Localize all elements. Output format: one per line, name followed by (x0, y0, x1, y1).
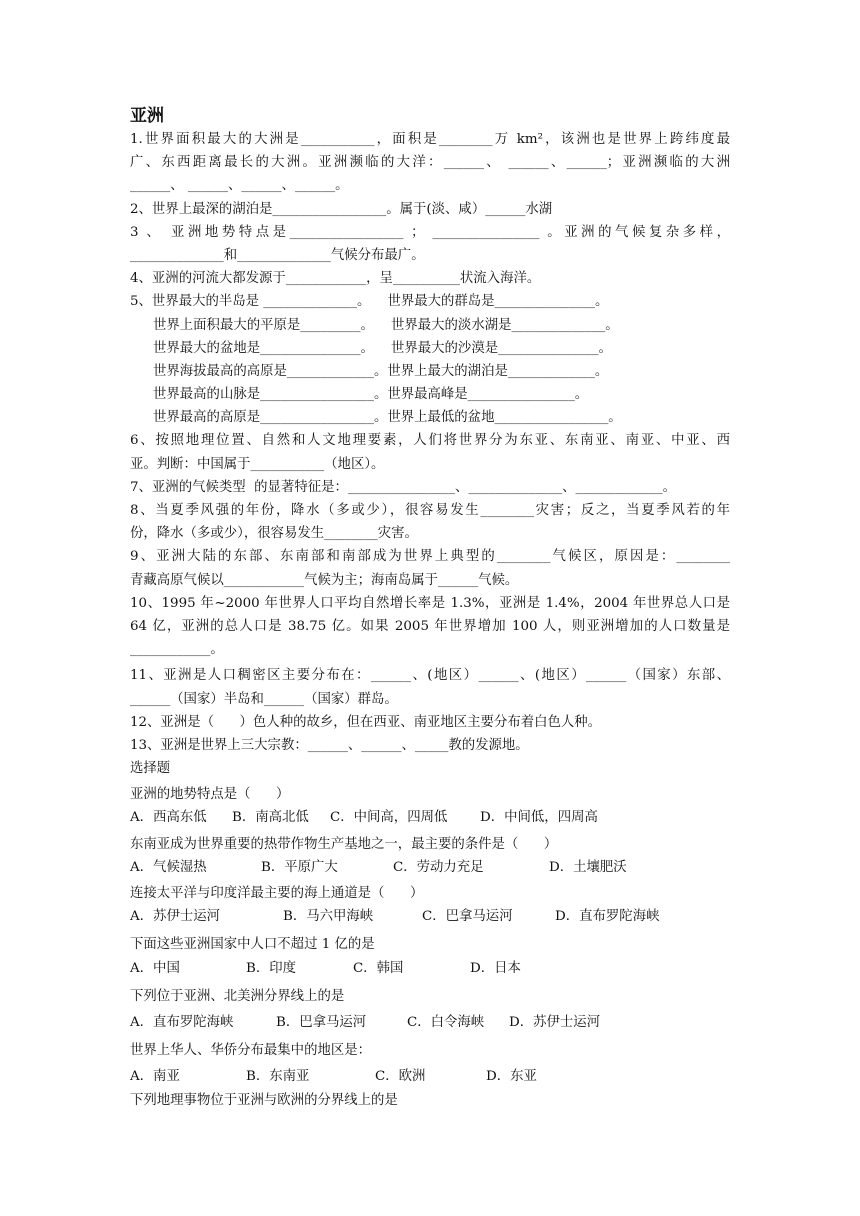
q7-line: 7、亚洲的气候类型 的显著特征是：________________、______________、_____________。 (130, 479, 676, 495)
mcq-3-option-a: A．苏伊士运河 (130, 909, 221, 925)
mcq-6-option-c: C．欧洲 (375, 1069, 426, 1085)
mcq-3-option-c: C．巴拿马运河 (422, 909, 513, 925)
q9-line-1: 9、亚洲大陆的东部、东南部和南部成为世界上典型的________气候区，原因是：________ (130, 549, 730, 565)
mcq-5-stem: 下列位于亚洲、北美洲分界线上的是 (130, 988, 345, 1004)
q5-line-3: 世界最大的盆地是_______________。 世界最大的沙漠是_______________。 (153, 340, 612, 356)
mcq-5-option-d: D．苏伊士运河 (509, 1014, 601, 1030)
q3-line-2: ______________和______________气候分布最广。 (130, 247, 425, 263)
q2-line: 2、世界上最深的湖泊是_________________。属于(淡、咸）______水湖 (130, 201, 553, 217)
mcq-1-option-a: A．西高东低 (130, 810, 207, 826)
q3-line-1: 3 、 亚洲地势特点是_________________ ； ________________ 。亚洲的气候复杂多样， (130, 224, 730, 240)
q10-line-3: ____________。 (130, 642, 224, 658)
mcq-3-stem: 连接太平洋与印度洋最主要的海上通道是（ ） (130, 886, 424, 901)
mcq-5-option-a: A．直布罗陀海峡 (130, 1014, 234, 1030)
q8-line-2: 份，降水（多或少），很容易发生________灾害。 (130, 526, 418, 542)
q11-line-2: ______（国家）半岛和______（国家）群岛。 (130, 691, 398, 707)
mcq-4-option-c: C．韩国 (353, 960, 404, 976)
q4-line: 4、亚洲的河流大都发源于____________，呈__________状流入海洋。 (130, 271, 541, 287)
q12-line: 12、亚洲是（ ）色人种的故乡，但在西亚、南亚地区主要分布着白色人种。 (130, 714, 602, 730)
mcq-3-option-b: B．马六甲海峡 (283, 909, 374, 925)
mcq-6-option-a: A．南亚 (130, 1069, 180, 1085)
mcq-4-option-a: A．中国 (130, 960, 180, 976)
mcq-1-option-c: C．中间高，四周低 (330, 810, 448, 826)
mcq-6-option-d: D．东亚 (486, 1069, 537, 1085)
q9-line-2: 青藏高原气候以____________气候为主；海南岛属于______气候。 (130, 572, 519, 588)
mcq-6-options (130, 1065, 730, 1088)
q6-line-1: 6、按照地理位置、自然和人文地理要素，人们将世界分为东亚、东南亚、南亚、中亚、西 (130, 433, 730, 449)
q11-line-1: 11、亚洲是人口稠密区主要分布在：______、(地区）______、(地区）______（国家）东部、 (130, 668, 730, 684)
q10-line-2: 64 亿，亚洲的总人口是 38.75 亿。如果 2005 年世界增加 100 人，则亚洲增加的人口数量是 (130, 618, 730, 634)
section-heading: 选择题 (130, 761, 171, 777)
q10-line-1: 10、1995 年~2000 年世界人口平均自然增长率是 1.3%，亚洲是 1.4%，2004 年世界总人口是 (130, 595, 730, 611)
page-title: 亚洲 (130, 106, 164, 126)
mcq-1-options (130, 806, 730, 829)
mcq-4-option-d: D．日本 (470, 960, 521, 976)
mcq-6-option-b: B．东南亚 (246, 1069, 310, 1085)
q1-line-1: 1.世界面积最大的大洲是___________，面积是________万 km²，该洲也是世界上跨纬度最 (130, 132, 730, 147)
mcq-3-option-d: D．直布罗陀海峡 (555, 909, 660, 925)
mcq-2-option-c: C．劳动力充足 (393, 859, 484, 875)
worksheet (130, 104, 730, 1112)
mcq-3-options (130, 905, 730, 928)
mcq-2-option-d: D．土壤肥沃 (549, 859, 627, 875)
q1-line-3: ______、 ______、______、______。 (130, 178, 349, 194)
mcq-2-option-a: A．气候湿热 (130, 859, 207, 875)
q5-line-5: 世界最高的山脉是_________________。世界最高峰是________________。 (153, 387, 589, 403)
q5-line-1: 5、世界最大的半岛是 ______________。 世界最大的群岛是_______________。 (130, 294, 609, 310)
q5-line-2: 世界上面积最大的平原是_________。 世界最大的淡水湖是______________。 (153, 317, 619, 333)
q13-line: 13、亚洲是世界上三大宗教：______、______、_____教的发源地。 (130, 737, 529, 753)
mcq-7-stem: 下列地理事物位于亚洲与欧洲的分界线上的是 (130, 1092, 398, 1108)
mcq-2-option-b: B．平原广大 (261, 859, 338, 875)
mcq-2-options (130, 856, 730, 879)
q8-line-1: 8、当夏季风强的年份，降水（多或少），很容易发生________灾害；反之，当夏季风若的年 (130, 503, 730, 518)
mcq-4-option-b: B．印度 (246, 960, 297, 976)
mcq-6-stem: 世界上华人、华侨分布最集中的地区是： (130, 1043, 372, 1059)
mcq-1-option-d: D．中间低，四周高 (480, 810, 598, 826)
mcq-1-option-b: B．南高北低 (232, 810, 309, 826)
mcq-4-options (130, 957, 730, 980)
q1-line-2: 广、东西距离最长的大洲。亚洲濒临的大洋：______、 ______、______；亚洲濒临的大洲 (130, 155, 730, 171)
q5-line-6: 世界最高的高原是_________________。世界上最低的盆地_________________。 (153, 410, 622, 426)
mcq-2-stem: 东南亚成为世界重要的热带作物生产基地之一，最主要的条件是（ ） (130, 836, 558, 852)
q5-line-4: 世界海拔最高的高原是_____________。世界上最大的湖泊是_____________。 (153, 363, 609, 379)
mcq-5-options (130, 1011, 730, 1034)
mcq-4-stem: 下面这些亚洲国家中人口不超过 1 亿的是 (130, 937, 375, 953)
mcq-5-option-c: C．白令海峡 (407, 1014, 485, 1030)
mcq-5-option-b: B．巴拿马运河 (276, 1014, 367, 1030)
q6-line-2: 亚。判断：中国属于___________（地区）。 (130, 456, 385, 472)
mcq-1-stem: 亚洲的地势特点是（ ） (130, 787, 290, 803)
